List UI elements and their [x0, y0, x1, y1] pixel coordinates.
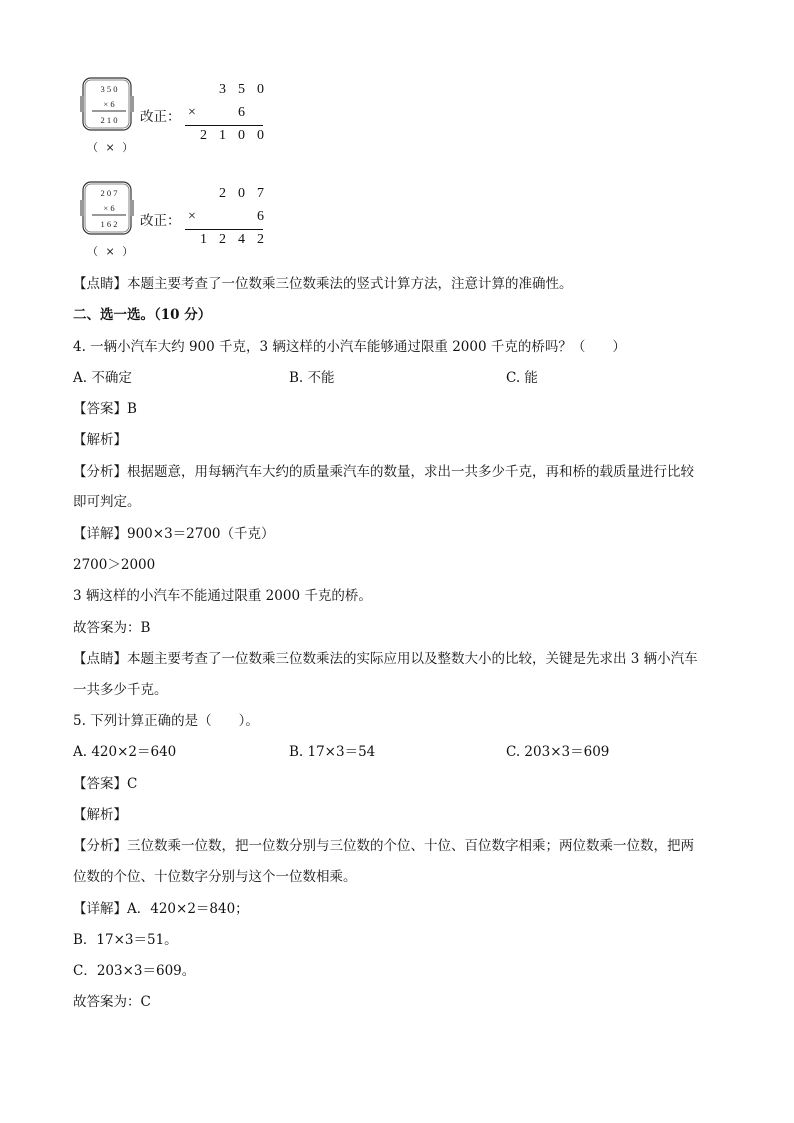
- calc2-vertical: [185, 186, 270, 256]
- q5-answer: 【答案】C: [73, 776, 138, 792]
- calc2-card: [80, 180, 134, 238]
- digit: 6: [238, 105, 245, 120]
- q4-analysis-line2: 即可判定。: [73, 494, 141, 510]
- calc2-result: [194, 232, 270, 248]
- q5-option-b: B. 17×3＝54: [289, 744, 376, 760]
- calc2-times-sign: ×: [188, 209, 196, 224]
- digit: 2: [219, 186, 226, 201]
- q5-analysis-line2: 位数的个位、十位数字分别与这个一位数相乘。: [73, 869, 357, 885]
- digit: 0: [238, 128, 245, 143]
- q4-dianjing-line2: 一共多少千克。: [73, 682, 168, 698]
- calc2-img-row1: 2 0 7: [100, 188, 118, 198]
- digit: 6: [257, 209, 264, 224]
- calc2-img-row2: × 6: [103, 203, 115, 213]
- q4-option-c: C. 能: [506, 370, 538, 386]
- q5-detail-b: B．17×3＝51。: [73, 932, 178, 948]
- calc2-fix-label: 改正：: [140, 213, 181, 229]
- digit: 2: [257, 232, 264, 247]
- digit: 4: [238, 232, 245, 247]
- calc1-multiplier: [232, 105, 251, 121]
- q4-conclusion: 3 辆这样的小汽车不能通过限重 2000 千克的桥。: [73, 588, 372, 604]
- calc1-rule: [185, 125, 263, 126]
- dianjing-note: 【点睛】本题主要考查了一位数乘三位数乘法的竖式计算方法，注意计算的准确性。: [73, 276, 573, 292]
- question-4: 4. 一辆小汽车大约 900 千克，3 辆这样的小汽车能够通过限重 2000 千克的桥吗？（ ）: [73, 339, 626, 355]
- rounded-frame-icon: [80, 76, 134, 134]
- question-5: 5. 下列计算正确的是（ ）。: [73, 713, 259, 729]
- digit: 2: [219, 232, 226, 247]
- digit: 3: [219, 82, 226, 97]
- digit: 1: [219, 128, 226, 143]
- calc1-vertical: [185, 82, 270, 152]
- calc1-img-row2: × 6: [103, 99, 115, 109]
- calc1-img-row3: 2 1 0: [100, 115, 118, 125]
- q5-option-a: A. 420×2＝640: [73, 744, 177, 760]
- calc1-fix-label: 改正：: [140, 109, 181, 125]
- q4-answer: 【答案】B: [73, 401, 137, 417]
- q5-detail-a: 【详解】A．420×2＝840；: [73, 901, 249, 917]
- section-heading: 二、选一选。（10 分）: [73, 307, 212, 323]
- q4-jiexi: 【解析】: [73, 432, 127, 448]
- q4-final-answer: 故答案为：B: [73, 620, 151, 636]
- q5-jiexi: 【解析】: [73, 807, 127, 823]
- calc2-rule: [185, 229, 263, 230]
- q5-option-c: C. 203×3＝609: [506, 744, 610, 760]
- digit: 5: [238, 82, 245, 97]
- calc1-top-number: [213, 82, 270, 98]
- calc2-wrong-mark: （ × ）: [87, 245, 136, 258]
- calc1-wrong-mark: （ × ）: [87, 141, 136, 154]
- q5-analysis-line1: 【分析】三位数乘一位数，把一位数分别与三位数的个位、十位、百位数字相乘；两位数乘一位数，把两: [73, 838, 694, 854]
- calc1-card: [80, 76, 134, 134]
- q4-detail: 【详解】900×3＝2700（千克）: [73, 526, 275, 542]
- q4-option-a: A. 不确定: [73, 370, 132, 386]
- calc1-times-sign: ×: [188, 105, 196, 120]
- digit: 0: [238, 186, 245, 201]
- q5-detail-c: C．203×3＝609。: [73, 963, 196, 979]
- digit: 2: [200, 128, 207, 143]
- digit: 0: [257, 82, 264, 97]
- q4-option-b: B. 不能: [289, 370, 335, 386]
- calc2-multiplier: [251, 209, 270, 225]
- calc1-result: [194, 128, 270, 144]
- calc2-img-row3: 1 6 2: [100, 219, 118, 229]
- calc2-top-number: [213, 186, 270, 202]
- q5-final-answer: 故答案为：C: [73, 994, 151, 1010]
- q4-dianjing-line1: 【点睛】本题主要考查了一位数乘三位数乘法的实际应用以及整数大小的比较，关键是先求出 3 辆小汽车: [73, 651, 698, 667]
- q4-compare: 2700＞2000: [73, 557, 156, 573]
- digit: 0: [257, 128, 264, 143]
- digit: 7: [257, 186, 264, 201]
- rounded-frame-icon: [80, 180, 134, 238]
- q4-analysis-line1: 【分析】根据题意，用每辆汽车大约的质量乘汽车的数量，求出一共多少千克，再和桥的载质量进行比较: [73, 464, 694, 480]
- digit: 1: [200, 232, 207, 247]
- calc1-img-row1: 3 5 0: [100, 84, 118, 94]
